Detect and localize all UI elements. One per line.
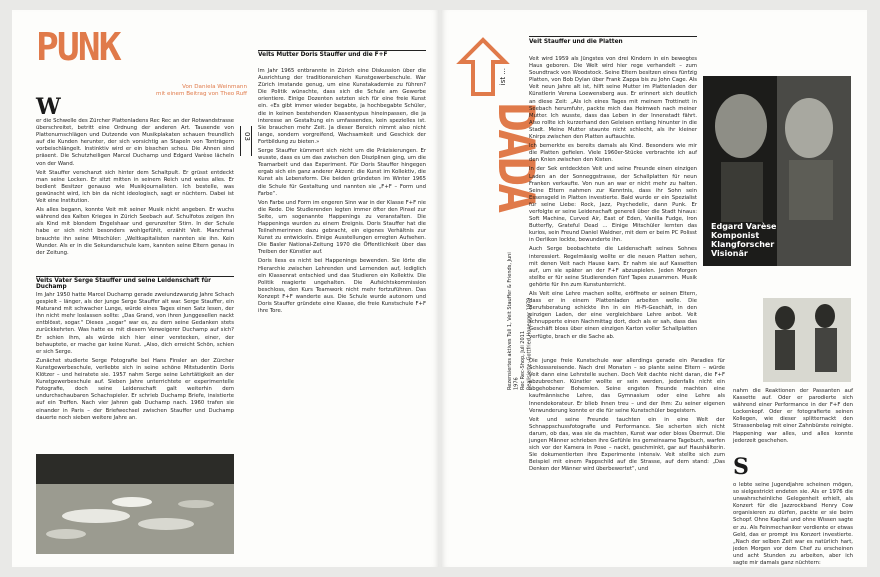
- intro-paragraph: er die Schwelle des Zürcher Plattenladens Rec Rec an der Rotwandstrasse überschreitet, betritt eine Ordnung der anderen Art. Tausende von Plattenumschlägen und Dutzende von Musikplakaten schauen freundlich auf die Kunden herunter, der sich vorsichtig an Stapeln von Tonträgern vorbeischlängelt. Instinktiv wird er ein bisschen scheu. Die Ahnen sind präsent. Die Schutzheiligen Marcel Duchamp und Edgard Varèse lächeln von der Wand.: [36, 118, 234, 167]
- column-top-rule: [529, 36, 697, 37]
- drop-cap-w: W: [36, 94, 61, 120]
- body-paragraph: Die junge freie Kunstschule war allerdings gerade ein Paradies für Schlosssreisende. Nach drei Monaten – so plante seine Eltern – würde Veit dann eine Lehrstelle suchen. Doch Veit dachte nicht daran, die F+F abzubrechen. Künstler wollte er sein werden, jedenfalls nicht ein abgehobener Bohemien. Seine engsten Freunde machten eine kaufmännische Lehre, das Gymnasium oder eine Lehre als Innendekorateur. Er blieb ihnen treu – und der ihm: Zu seiner eigenen Verwunderung konnte er die für seine Kunstschüler begeistern.: [529, 358, 725, 414]
- section-heading-platten: Veit Stauffer und die Platten: [529, 39, 623, 45]
- left-page: [12, 10, 439, 567]
- body-paragraph: Im Jahr 1965 entbrannte in Zürich eine Diskussion über die Ausrichtung der traditionsreichen Kunstgewerbeschule. War Zürich imstande genug, um eine Kunstakademie zu führen? Die Politik wünschte, dass sich die Schule am Gewerbe orientiere. Einige Dozenten setzten sich für eine freie Kunst ein. «Es gibt immer wieder begabte, ja hochbegabte Schüler, die in keinen bestehenden Klassentypus hineinpassen, die ja interesse an Gestaltung ein umfassendes, kein spezielles ist. Sie brauchen mehr Zeit. Ja dieser Bereich nimmt also nicht lange, sondern vorgreifend, Wachsamkeit und Geschick der Fortbildung zu bieten.»: [258, 68, 426, 145]
- author-credit: [112, 84, 247, 98]
- caption-line: Klangforscher: [711, 240, 775, 249]
- body-paragraph: Von Farbe und Form im engeren Sinn war in der Klasse F+F nie die Rede. Die Studierenden legten immer öfter den Pinsel zur Seite, um sogenannte Happenings zu veranstalten. Die Happenings wurden zu einem Ereignis. Doris Stauffer hat die Teilnehmerinnen dazu gebracht, ein eigenes Verhältnis zur Kunst zu entwickeln. Einige Ausstellungen erregten Aufsehen. Die Basler National-Zeitung 1970 die Öffentlichkeit über das Treiben der Künstler auf.: [258, 199, 426, 256]
- author-line-2: mit einem Beitrag von Theo Ruff: [156, 91, 247, 97]
- varese-caption: [711, 222, 776, 258]
- body-paragraph: Doris liess es nicht bei Happenings bewenden. Sie lörte die Hierarchie zwischen Lehrenden und Lernenden auf, lediglich ein Klassenrat entschied und das Studieren ein Kollektiv. Die Politik reagierte ungehalten. Die Aufsichtskommission beschloss, den Kurs Teamwork nicht mehr fortzuführen. Das Konzept F+F wanderte aus. Die Schule wurde autonom und Doris Stauffer gründete eine Klasse, die freie Kunstschule F+F ihre Tore.: [258, 258, 426, 315]
- lawn-photo: [36, 454, 234, 554]
- page-number-rule-left: [240, 126, 241, 156]
- ist-label: ist ...: [499, 68, 507, 86]
- platten-text: [529, 56, 697, 356]
- author-line-1: Von Daniela Weinmann: [182, 84, 247, 90]
- lower-col-2-bottom: o lebte seine Jugendjahre scheinen mögen, so sielgestrickt endeten sie. Als er 1976 die unwahrscheinliche Gelegenheit erhielt, als Konzert für die Jazzrockband Henry Cow organisieren zu dürfen, packte er sie beim Schopf. Ohne Kapital und ohne Wissen sagte er zu. Als Feinmechaniker verdiente er etwas Geld, das er prompt ins Konzert investierte. „Nach der selben Zeit war es natürlich hart, jeden Morgen vor dem Chef zu erscheinen und acht Stunden zu arbeiten, aber ich sagte mir damals ganz nüchtern:: [733, 482, 853, 567]
- section-heading-duchamp: Veits Vater Serge Stauffer und seine Leidenschaft für Duchamp: [36, 278, 211, 290]
- page-number-rule-right: [251, 126, 252, 156]
- caption-line: Visionär: [711, 249, 748, 258]
- body-paragraph: In der Sek entdeckten Veit und seine Freunde einen einzigen Laden an der Sonneggstrasse, der Schallplatten für neun Franken verkaufte. Von nun an war er nicht mehr zu halten. Seine Eltern nahmen zur Kenntnis, dass ihr Sohn sein Essensgeld in Platten investierte. Bald wurde er ein Spezialist für seine Liebe: Rock, Jazz, Psychedelic, dann Punk. Er verfolgte er seine Leidenschaft generell über die Stadt hinaus: Soft Machine, Curved Air, East of Eden, Vanilla Fudge, Iron Butterfly, Grateful Dead ... Einige Mitschüler lernten das kurios, sein Freund Daniel Waldner, mit dem er beim PC Polisst in Oerlikon lockte, bewunderte ihn.: [529, 166, 697, 244]
- duchamp-text: [36, 292, 234, 424]
- lower-col-1: [529, 358, 725, 558]
- page-number: 03: [243, 132, 251, 141]
- body-paragraph: Veit und seine Freunde tauchten ein in eine Welt der Schnappschussfotografie und Performance. Sie scherten sich nicht darum, ob das, was sie da machten, Kunst war oder bloss Übermut. Die jungen Männer schrieben ihre Gefühle ins gemeinsame Tagebuch, warfen sich vor der Kamera in Pose – nackt, geschminkt, gar auf Haushälterin. Sie dokumentierten ihre Experimente intensiv. Veit stellte sich zum Beispiel mit einem Pappschild auf die Strasse, auf dem stand: „Das Denken der Männer wird überbewertet“, und: [529, 416, 725, 473]
- intro-text: [36, 118, 234, 259]
- lower-col-2-top: nahm die Reaktionen der Passanten auf Kassette auf. Oder er parodierte sich während einer Performance in der F+F den Lockenkopf. Oder er fotografierte seinen Kollegen, wie dieser splitternackt den Strassenbelag mit einer Zahnbürste reinigte. Happening war alles, und alles konnte jederzeit geschehen.: [733, 388, 853, 444]
- arrow-up-icon: [461, 40, 505, 94]
- credit-line: Rec Rec-Shop, Juli 2011: [520, 330, 526, 390]
- punk-title: [36, 25, 146, 69]
- body-paragraph: Serge Stauffer kümmert sich nicht um die Präzisierungen. Er wusste, dass es um das zwischen den Disziplinen ging, um die Teamarbeit und das Experiment. Für Doris Stauffer hingegen ergab sich ein ganz anderer Akzent: die Kunst im Kollektiv, die Kunst als Lebensform. Die beiden gründeten im Winter 1965 die Schule für Gestaltung und nannten sie „F+F – Form und Farbe“.: [258, 148, 426, 197]
- body-paragraph: Ich bemerkte es bereits damals als Kind. Besonders wie mir die Platten gefielen. Viele 1960er-Stücke verbrachte ich auf den Knien zwischen den Kisten.: [529, 143, 697, 164]
- caption-line: Edgard Varèse: [711, 222, 777, 231]
- varese-photo: [703, 76, 851, 266]
- performance-photo: [763, 298, 851, 382]
- doris-text: [258, 68, 426, 558]
- credit-line: Realisierte: Gottfried Honegger 1979: [526, 297, 533, 390]
- section-rule: [36, 276, 234, 277]
- drop-cap-s: S: [733, 454, 749, 480]
- body-paragraph: Zunächst studierte Serge Fotografie bei Hans Finsler an der Zürcher Kunstgewerbeschule, verliebte sich in seine schöne Mitstudentin Doris Klötzer – und heiratete sie. 1957 nahm Serge seine Lehrtätigkeit an der Kunstgewerbeschule auf. Sieben Jahre unterrichtete er experimentelle Fotografie, doch seine Leidenschaft galt weiterhin dem undurchschaubaren Schachspieler. Er schrieb Duchamp Briefe, insistierte auf ein Treffen. Nach vier Jahren gab Duchamp nach. 1960 trafen sie einander in Paris – der Briefwechsel zwischen Stauffer und Duchamp dauerte noch sieben weitere Jahre an.: [36, 357, 234, 421]
- intro-paragraph: Als alles begann, konnte Veit mit seiner Musik nicht angeben. Er wuchs während des Kalten Krieges in Zürich Seebach auf. Schulfotos zeigen ihn als Kind mit blondem Engelshaar und gerunzelter Stirn. In der Schule habe er sich nicht besonders wohlgefühlt, erzählt Veit. Manchmal brauchte ihn seine Mitschüler: „Weltkapitalisten nannten sie ihn. Kein Wunder. Als er in die Sekundarschule kam, kannten seine Eltern genau in der Zeitung.: [36, 207, 234, 256]
- credit-line: Rezensiertes aktives Tuli 1, Veit Stauffer & Friends, Juni 1976: [507, 252, 520, 390]
- performance-photo-graphic: [763, 298, 851, 382]
- right-page: [441, 10, 867, 567]
- section-heading-doris: Veits Mutter Doris Stauffer und die F+F: [258, 52, 388, 58]
- intro-paragraph: Veit Stauffer verschanzt sich hinter dem Schaltpult. Er grüsst entdeckt man seine Locken. Er sitzt mitten in seinem Reich und weiss alles. Er bedient Besitzer genauso wie Musikjournalisten. Ich bestelle, was gewünscht wird, ich bin da nicht ideologisch, sagt er nüchtern. Dabei ist Veit eine Institution.: [36, 169, 234, 205]
- dada-title-text: DADA: [487, 102, 545, 211]
- punk-title-text: PUNK: [36, 25, 120, 69]
- body-paragraph: Auch Serge beobachtete die Leidenschaft seines Sohnes interessiert. Regelmässig wollte er die neuen Platten sehen, mit denen Veit nach Hause kam. Er nahm sie auf Kassetten auf, um sie später an der F+F abzuspielen. Jeden Morgen stellte er für seine Studierenden fünf Tapes zusammen. Musik gehörte für ihn zum Kunstunterricht.: [529, 246, 697, 288]
- column-top-rule: [258, 50, 426, 51]
- body-paragraph: Veit wird 1959 als Jüngstes von drei Kindern in ein bewegtes Haus geboren. Die Welt wird hier rege verhandelt – zum Soundtrack von Woodstock. Seine Eltern besitzen eines fünfzig Platten, von Bob Dylan über Frank Zappa bis zu John Cage. Als Veit neun Jahre alt ist, hilft seine Mutter im Plattenladen der Künstlerin Verena Loewensberg aus. Er erinnert sich deutlich an diese Zeit: „Als ich eines Tages mit meinem Trottinett in Seebach herumfuhr, packte mich das Heimweh nach meiner Mutter. Ich wusste, dass das Leben in der Innenstadt fährt. Also rollte ich kurzerhand den Geleisen entlang hinunter in die Stadt. Meine Mutter staunte nicht schlecht, als ihr kleiner Knirps zwischen den Platten auftauchte.: [529, 56, 697, 141]
- body-paragraph: Im Jahr 1950 hatte Marcel Duchamp gerade zweiundzwanzig Jahre Schach gespielt – länger, als der junge Serge Stauffer alt war. Serge Stauffer, ein Maturand mit schwacher Lunge, würde eines Tages einen Satz lesen, der ihn nicht mehr loslassen sollte: „Das Grand, von ihren Junggesellen nackt entblösst, sogar." Dieses „sogar" war es, zu dem seine Gedanken stets zurückkehrten. Was hatte es mit diesem Verweigerer Duchamp auf sich? Er schien ihm, als würde sich hier einer verstecken, einer, der behauptete, er mache gar keine Kunst. „Also, dich erreicht Schön, schien er sich Serge.: [36, 292, 234, 355]
- lawn-photo-graphic: [36, 454, 234, 554]
- caption-line: Komponist: [711, 231, 760, 240]
- body-paragraph: Als Veit eine Lehre machen sollte, eröffnete er seinen Eltern, dass er in einem Plattenladen arbeiten wolle. Die Berufsberatung schickte ihn in ein Hi-Fi-Geschäft, in den einzigen Laden, der eine vergleichbare Lehre anbot. Veit schnupperte einen Nachmittag dort, doch als er sah, dass das Geschäft bloss über einen einzigen Karton voller Schallplatten verfügte, brach er die Sache ab.: [529, 291, 697, 340]
